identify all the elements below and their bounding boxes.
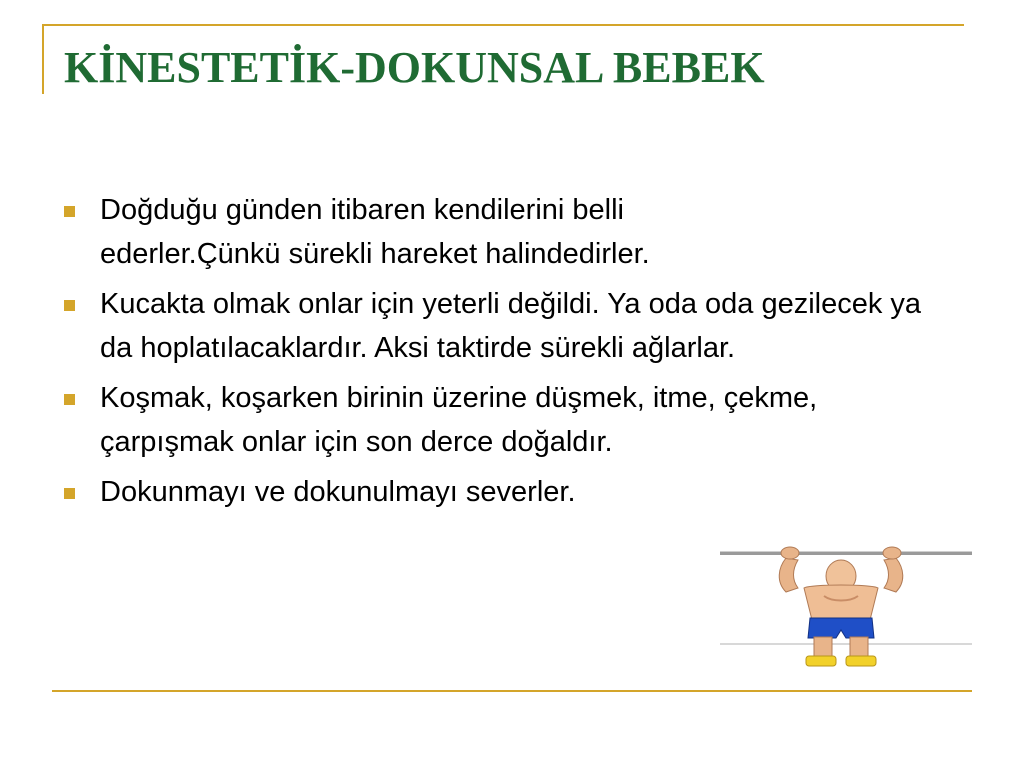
bullet-text: Dokunmayı ve dokunulmayı severler. [100, 476, 576, 508]
top-divider [42, 24, 964, 26]
left-divider [42, 24, 44, 94]
bullet-text: Kucakta olmak onlar için yeterli değildi. Ya oda oda gezilecek ya da hoplatılacaklardır. Aksi taktirde sürekli ağlarlar. [100, 288, 922, 364]
bullet-text: Koşmak, koşarken birinin üzerine düşmek, itme, çekme, çarpışmak onlar için son derce doğaldır. [100, 382, 818, 458]
list-item [58, 470, 958, 514]
list-item [58, 376, 958, 464]
bullet-text: Doğduğu günden itibaren kendilerini belli ederler.Çünkü sürekli hareket halindedirler. [100, 194, 650, 270]
list-item [58, 188, 958, 276]
bullet-list [58, 188, 958, 520]
square-bullet-icon [64, 488, 75, 499]
square-bullet-icon [64, 394, 75, 405]
square-bullet-icon [64, 206, 75, 217]
weightlifter-clipart-icon [720, 538, 974, 678]
square-bullet-icon [64, 300, 75, 311]
slide-title: KİNESTETİK-DOKUNSAL BEBEK [64, 43, 765, 92]
bottom-divider [52, 690, 972, 692]
list-item [58, 282, 958, 370]
